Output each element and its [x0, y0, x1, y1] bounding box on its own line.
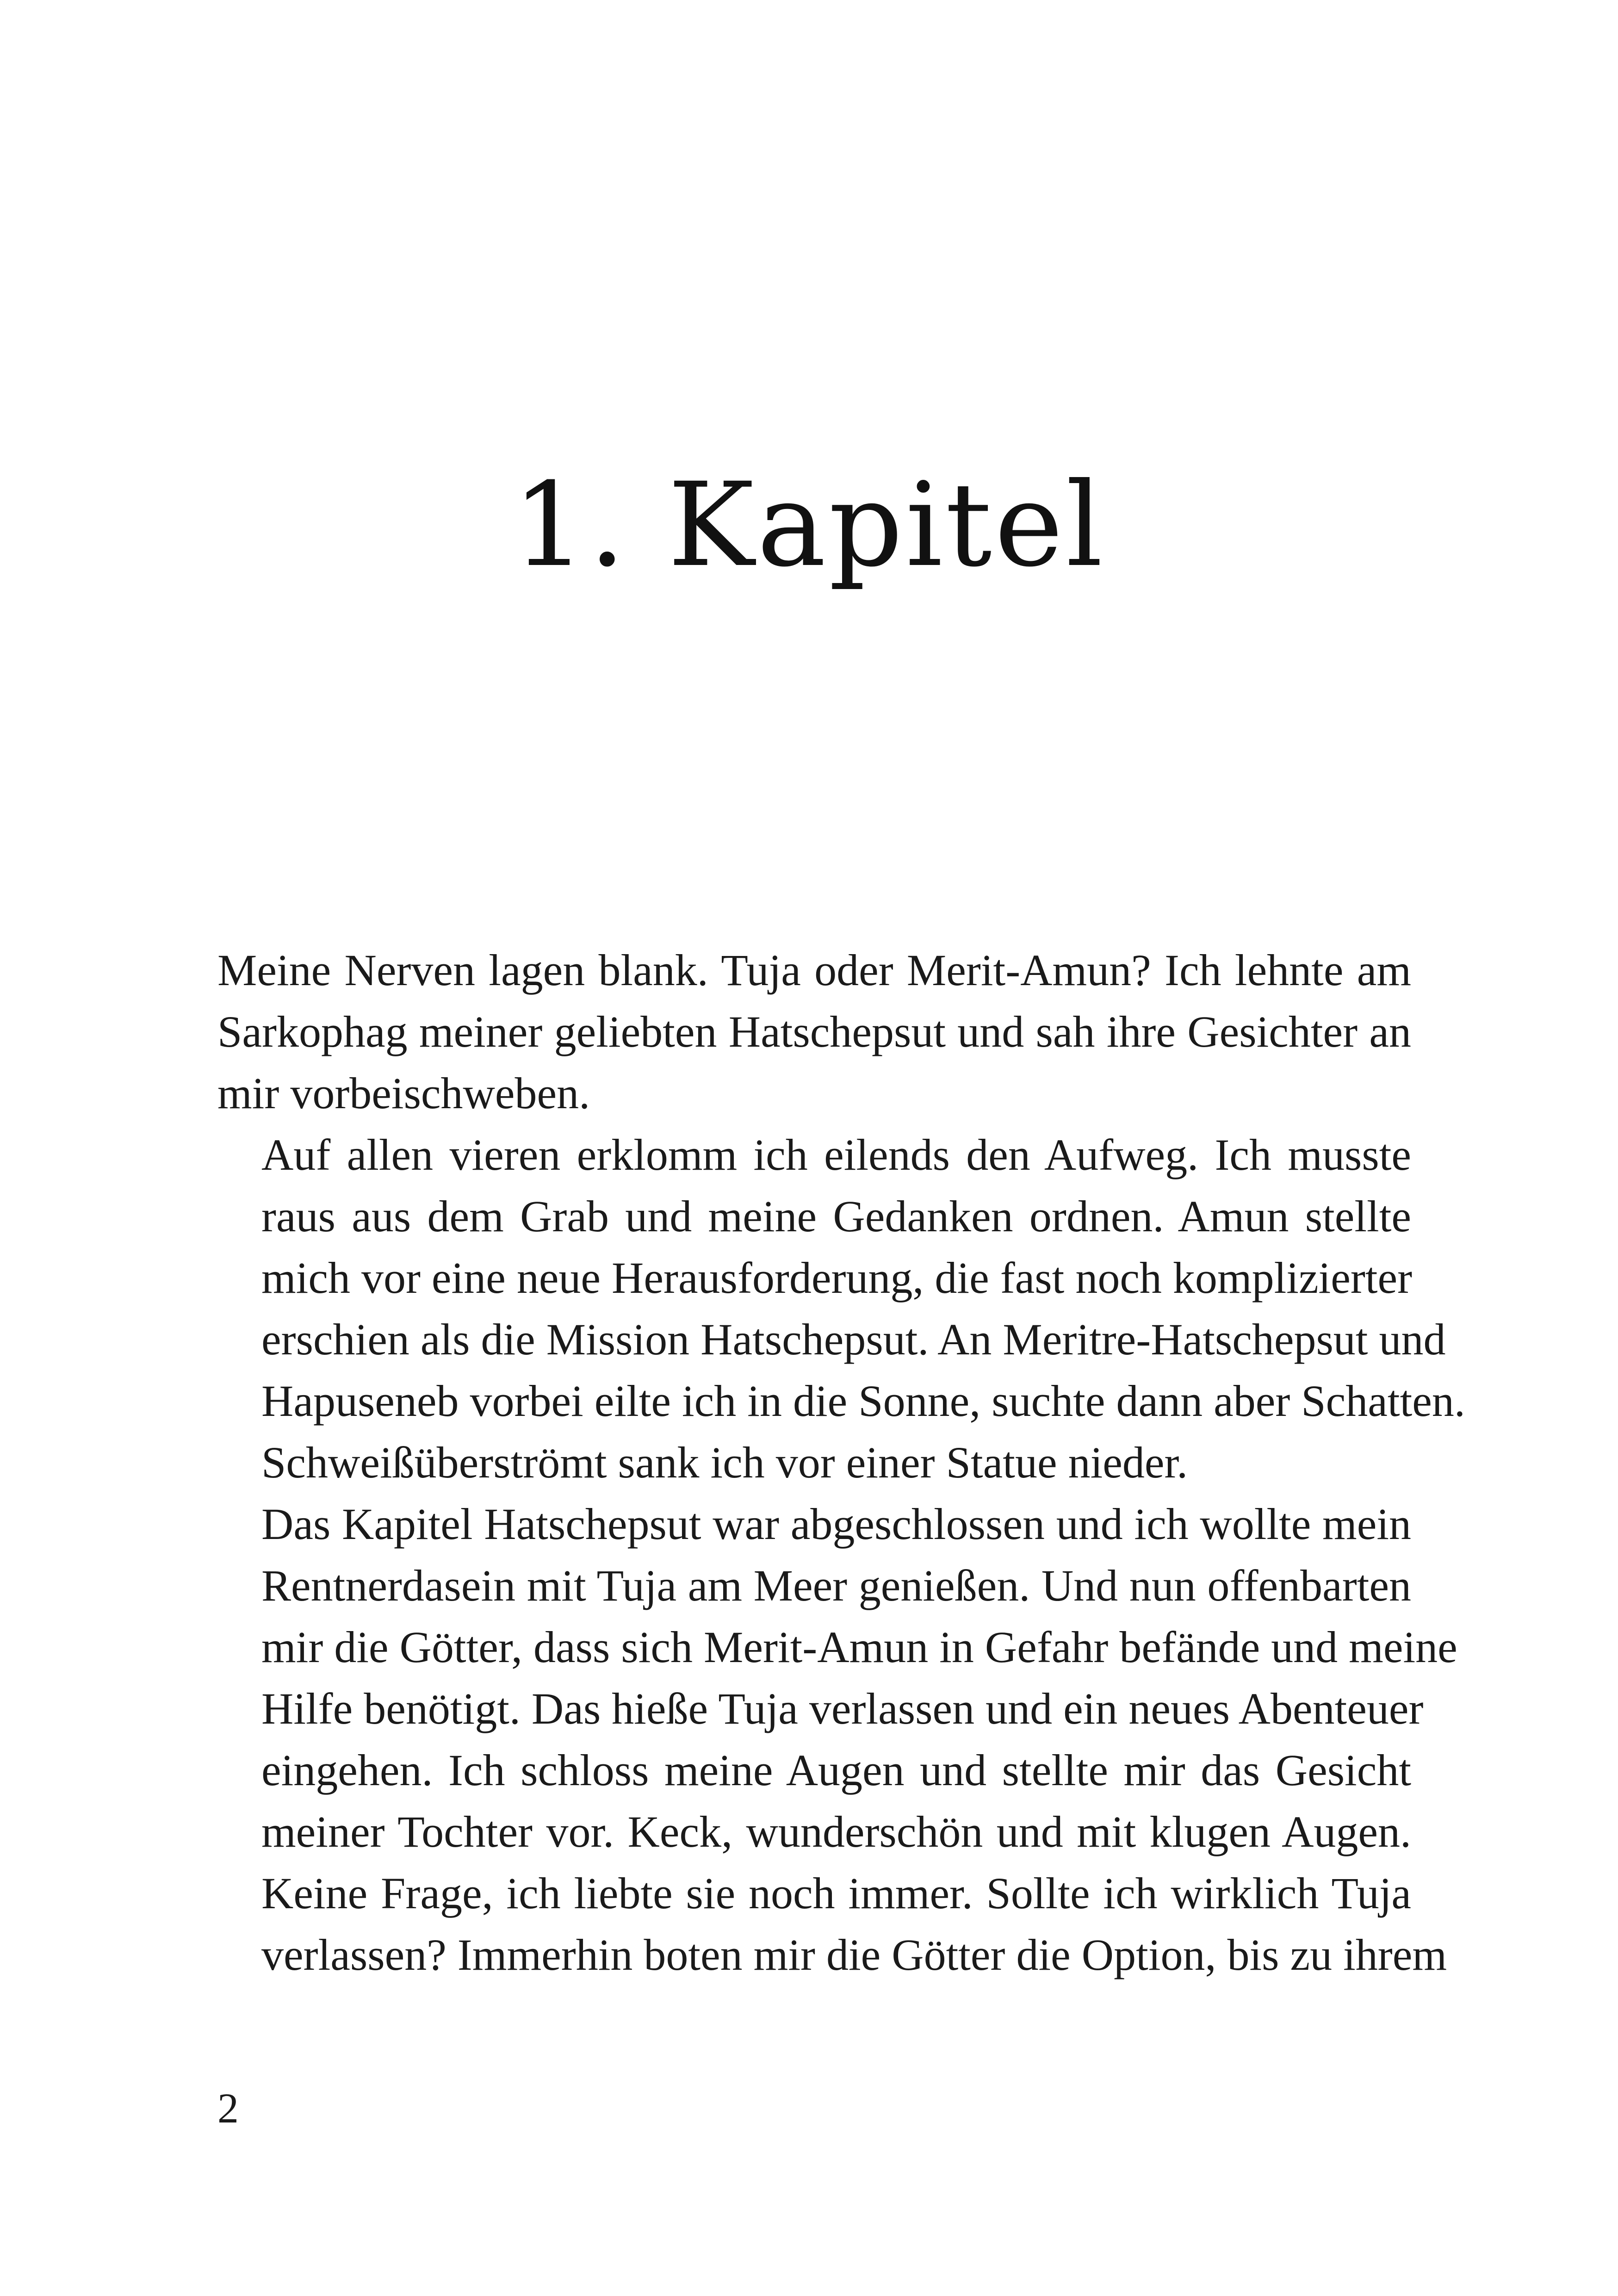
text-line: mich vor eine neue Herausforderung, die fast noch komplizierter — [261, 1253, 1413, 1303]
chapter-body — [217, 939, 1465, 1986]
text-line: Auf allen vieren erklomm ich eilends den Aufweg. Ich musste — [261, 1130, 1411, 1179]
text-line: Sarkophag meiner geliebten Hatschepsut und sah ihre Gesichter an — [217, 1007, 1411, 1056]
text-line: raus aus dem Grab und meine Gedanken ordnen. Amun stellte — [261, 1191, 1411, 1241]
text-line: Das Kapitel Hatschepsut war abgeschlossen und ich wollte mein — [261, 1499, 1411, 1549]
text-line: Meine Nerven lagen blank. Tuja oder Merit-Amun? Ich lehnte am — [217, 945, 1411, 995]
text-line: mir die Götter, dass sich Merit-Amun in Gefahr befände und meine — [261, 1622, 1457, 1672]
text-line: Hilfe benötigt. Das hieße Tuja verlassen und ein neues Abenteuer — [261, 1684, 1424, 1733]
paragraph-3 — [217, 1493, 1457, 1986]
chapter-title: 1. Kapitel — [512, 458, 1106, 592]
text-line: Rentnerdasein mit Tuja am Meer genießen. Und nun offenbarten — [261, 1561, 1411, 1610]
text-line: eingehen. Ich schloss meine Augen und stellte mir das Gesicht — [261, 1745, 1411, 1795]
page-number: 2 — [217, 2085, 239, 2132]
paragraph-2 — [217, 1124, 1465, 1493]
text-line: mir vorbeischweben. — [217, 1068, 590, 1118]
text-line: Hapuseneb vorbei eilte ich in die Sonne, suchte dann aber Schatten. — [261, 1376, 1465, 1426]
text-line: Schweißüberströmt sank ich vor einer Statue nieder. — [261, 1438, 1188, 1487]
text-line: meiner Tochter vor. Keck, wunderschön und mit klugen Augen. — [261, 1807, 1411, 1856]
text-line: verlassen? Immerhin boten mir die Götter die Option, bis zu ihrem — [261, 1930, 1447, 1980]
text-line: Keine Frage, ich liebte sie noch immer. Sollte ich wirklich Tuja — [261, 1868, 1411, 1918]
text-line: erschien als die Mission Hatschepsut. An Meritre-Hatschepsut und — [261, 1315, 1446, 1364]
paragraph-1 — [217, 939, 1411, 1124]
